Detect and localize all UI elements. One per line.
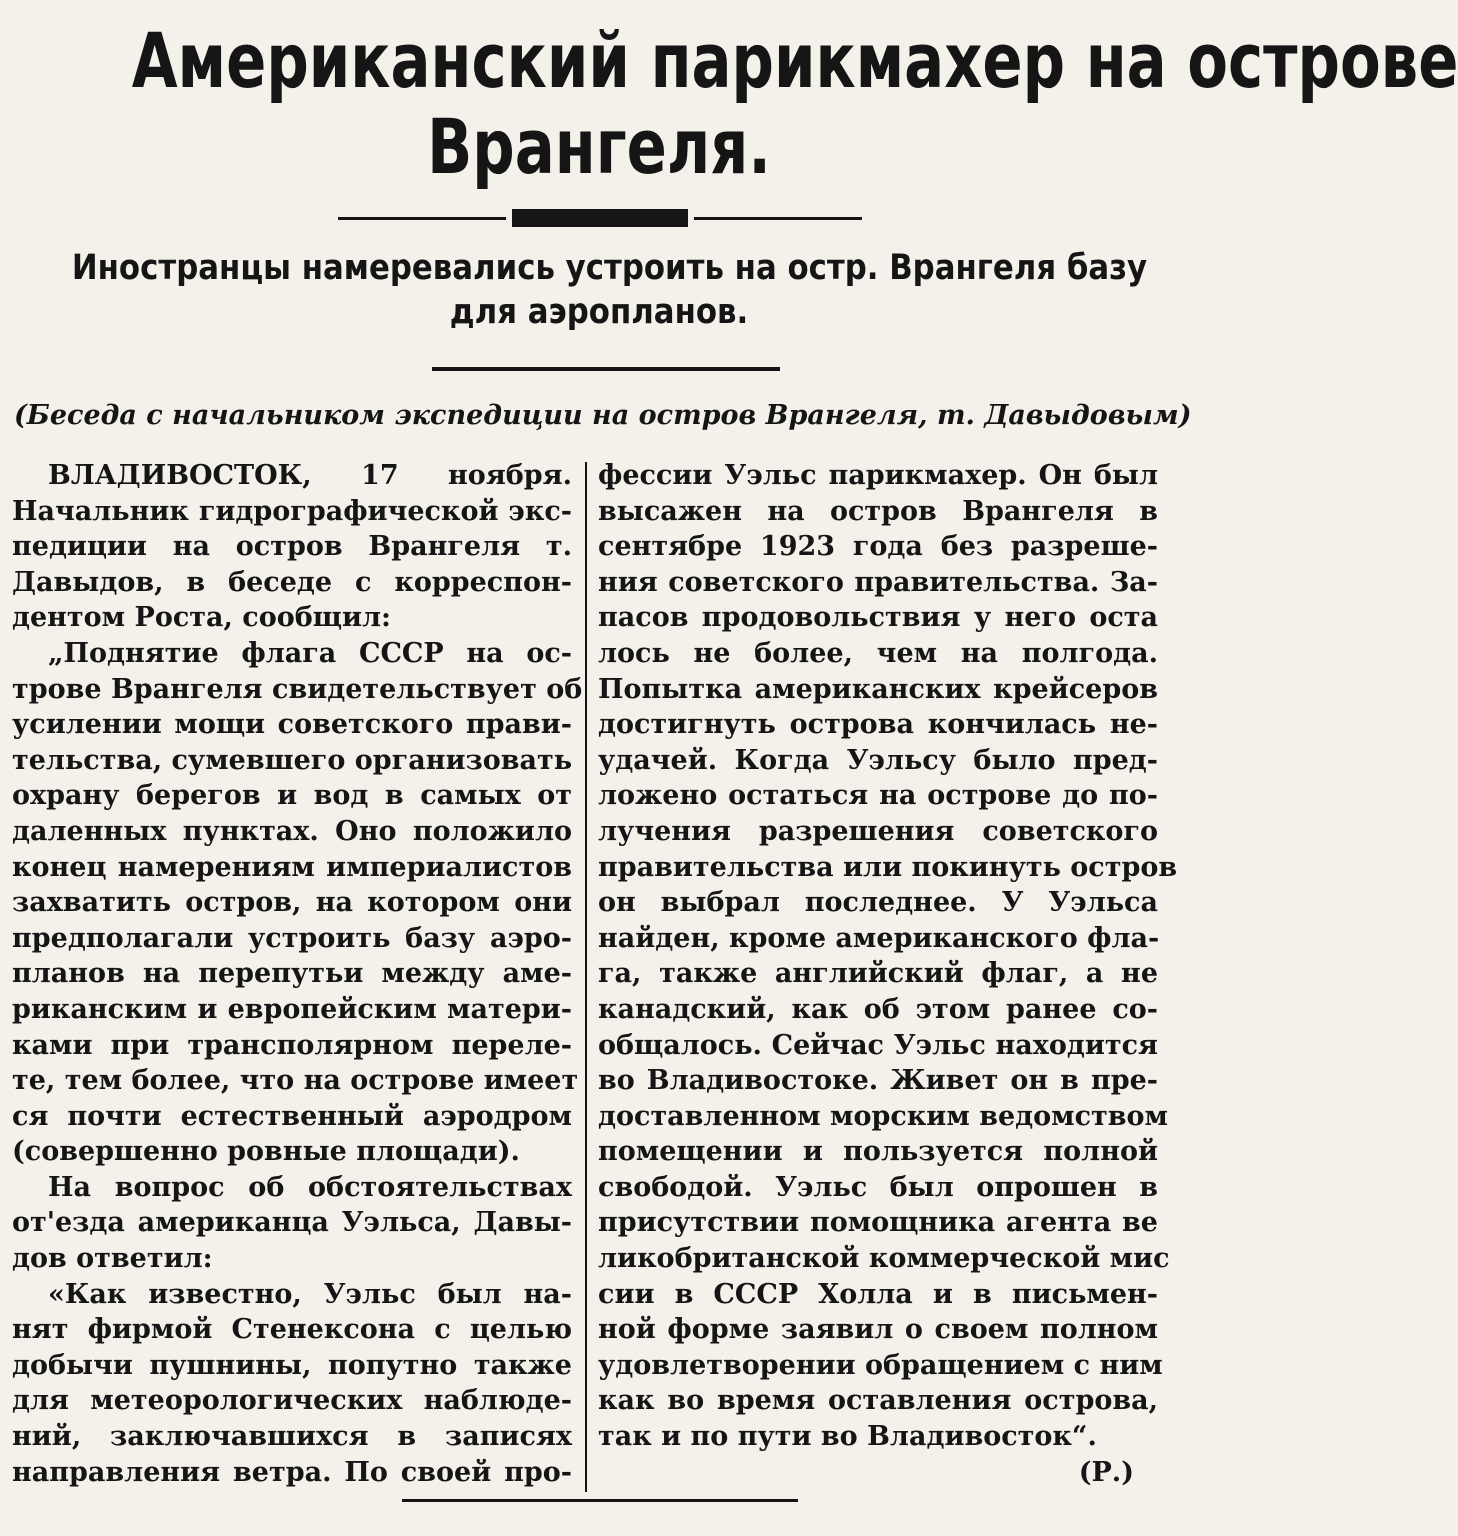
subheadline [71,246,1148,334]
subheadline-rule [432,367,780,371]
right-column-line: присутствии помощника агента ве [598,1207,1158,1239]
right-column-line: правительства или покинуть остров [598,851,1178,883]
right-column-line: как во время оставления острова, [598,1385,1158,1417]
right-column-line: канадский, как об этом ранее со- [598,993,1158,1025]
left-column-line: нят фирмой Стенексона с целью [12,1314,572,1346]
right-column-line: Попытка американских крейсеров [598,673,1158,705]
left-column-line: риканским и европейским матери- [12,993,572,1025]
bottom-rule [402,1499,798,1502]
interview-note: (Беседа с начальником экспедиции на остров Врангеля, т. Давыдовым) [14,400,1192,431]
right-column-line: ложено остаться на острове до по- [598,780,1158,812]
right-column-line: он выбрал последнее. У Уэльса [598,887,1158,919]
right-column-line: достигнуть острова кончилась не- [598,709,1158,741]
right-column-line: лось не более, чем на полгода. [598,637,1158,669]
right-column-line: во Владивостоке. Живет он в пре- [598,1065,1158,1097]
left-column-line: На вопрос об обстоятельствах [48,1171,572,1203]
right-column [598,458,1178,1490]
column-divider [585,462,587,1492]
left-column [12,458,583,1490]
right-column-line: фессии Уэльс парикмахер. Он был [598,460,1158,491]
right-column-line: помещении и пользуется полной [598,1136,1158,1168]
right-column-line: га, также английский флаг, а не [598,958,1158,990]
left-column-line: конец намерениям империалистов [12,851,572,883]
left-column-line: для метеорологических наблюде- [12,1385,572,1417]
left-column-line: ний, заключавшихся в записях [12,1421,572,1453]
right-column-line: пасов продовольствия у него оста [598,602,1158,634]
headline-line-1: Американский парикмахер на острове [131,16,1458,105]
subheadline-line-2: для аэропланов. [449,292,749,332]
right-column-line: сии в СССР Холла и в письмен- [598,1278,1158,1310]
left-column-line: усилении мощи советского прави- [12,709,572,741]
left-column-line: те, тем более, что на острове имеет [12,1065,579,1097]
left-column-line: охрану берегов и вод в самых от [12,780,572,812]
left-column-line: «Как известно, Уэльс был на- [48,1278,572,1310]
right-column-line: высажен на остров Врангеля в [598,495,1158,527]
left-column-line: добычи пушнины, попутно также [12,1349,572,1381]
ornament-rule-center [512,209,688,227]
right-column-line: сентябре 1923 года без разреше- [598,531,1158,563]
left-column-line: направления ветра. По своей про- [12,1456,572,1488]
right-column-line: удовлетворении обращением с ним [598,1349,1163,1381]
left-column-line: дов ответил: [12,1243,213,1275]
left-column-line: тельства, сумевшего организовать [12,744,573,776]
right-column-line: доставленном морским ведомством [598,1100,1168,1132]
ornament-rule-left [338,217,506,220]
left-column-line: предполагали устроить базу аэро- [12,922,572,954]
left-column-line: трове Врангеля свидетельствует об [12,673,583,705]
ornament-rule-right [694,217,862,220]
right-column-line: так и по пути во Владивосток“. [598,1421,1097,1453]
left-column-line: от'езда американца Уэльса, Давы- [12,1207,572,1239]
right-column-line: свободой. Уэльс был опрошен в [598,1171,1158,1203]
headline-line-2: Врангеля. [427,102,771,191]
left-column-line: „Поднятие флага СССР на ос- [48,637,572,669]
headline [131,16,1458,191]
left-column-line: планов на перепутьи между аме- [12,958,572,990]
right-column-line: ликобританской коммерческой мис [598,1243,1170,1275]
right-column-line: общалось. Сейчас Уэльс находится [598,1029,1158,1061]
right-column-line: найден, кроме американского фла- [598,922,1160,954]
left-column-line: ся почти естественный аэродром [12,1100,572,1132]
left-column-line: даленных пунктах. Оно положило [12,815,572,847]
subheadline-line-1: Иностранцы намеревались устроить на остр. Врангеля базу [71,248,1148,288]
left-column-line: педиции на остров Врангеля т. [12,531,572,563]
left-column-line: Давыдов, в беседе с корреспон- [12,566,572,598]
signature: (Р.) [1078,1456,1134,1488]
left-column-line: захватить остров, на котором они [12,887,572,919]
left-column-line: дентом Роста, сообщил: [12,602,392,634]
right-column-line: удачей. Когда Уэльсу было пред- [598,744,1158,776]
left-column-line: ВЛАДИВОСТОК, 17 ноября. [48,460,572,491]
left-column-line: Начальник гидрографической экс- [12,495,572,527]
right-column-line: лучения разрешения советского [598,815,1158,847]
right-column-line: ния советского правительства. За- [598,566,1158,598]
right-column-line: ной форме заявил о своем полном [598,1314,1158,1346]
left-column-line: ками при трансполярном переле- [12,1029,572,1061]
left-column-line: (совершенно ровные площади). [12,1136,520,1168]
